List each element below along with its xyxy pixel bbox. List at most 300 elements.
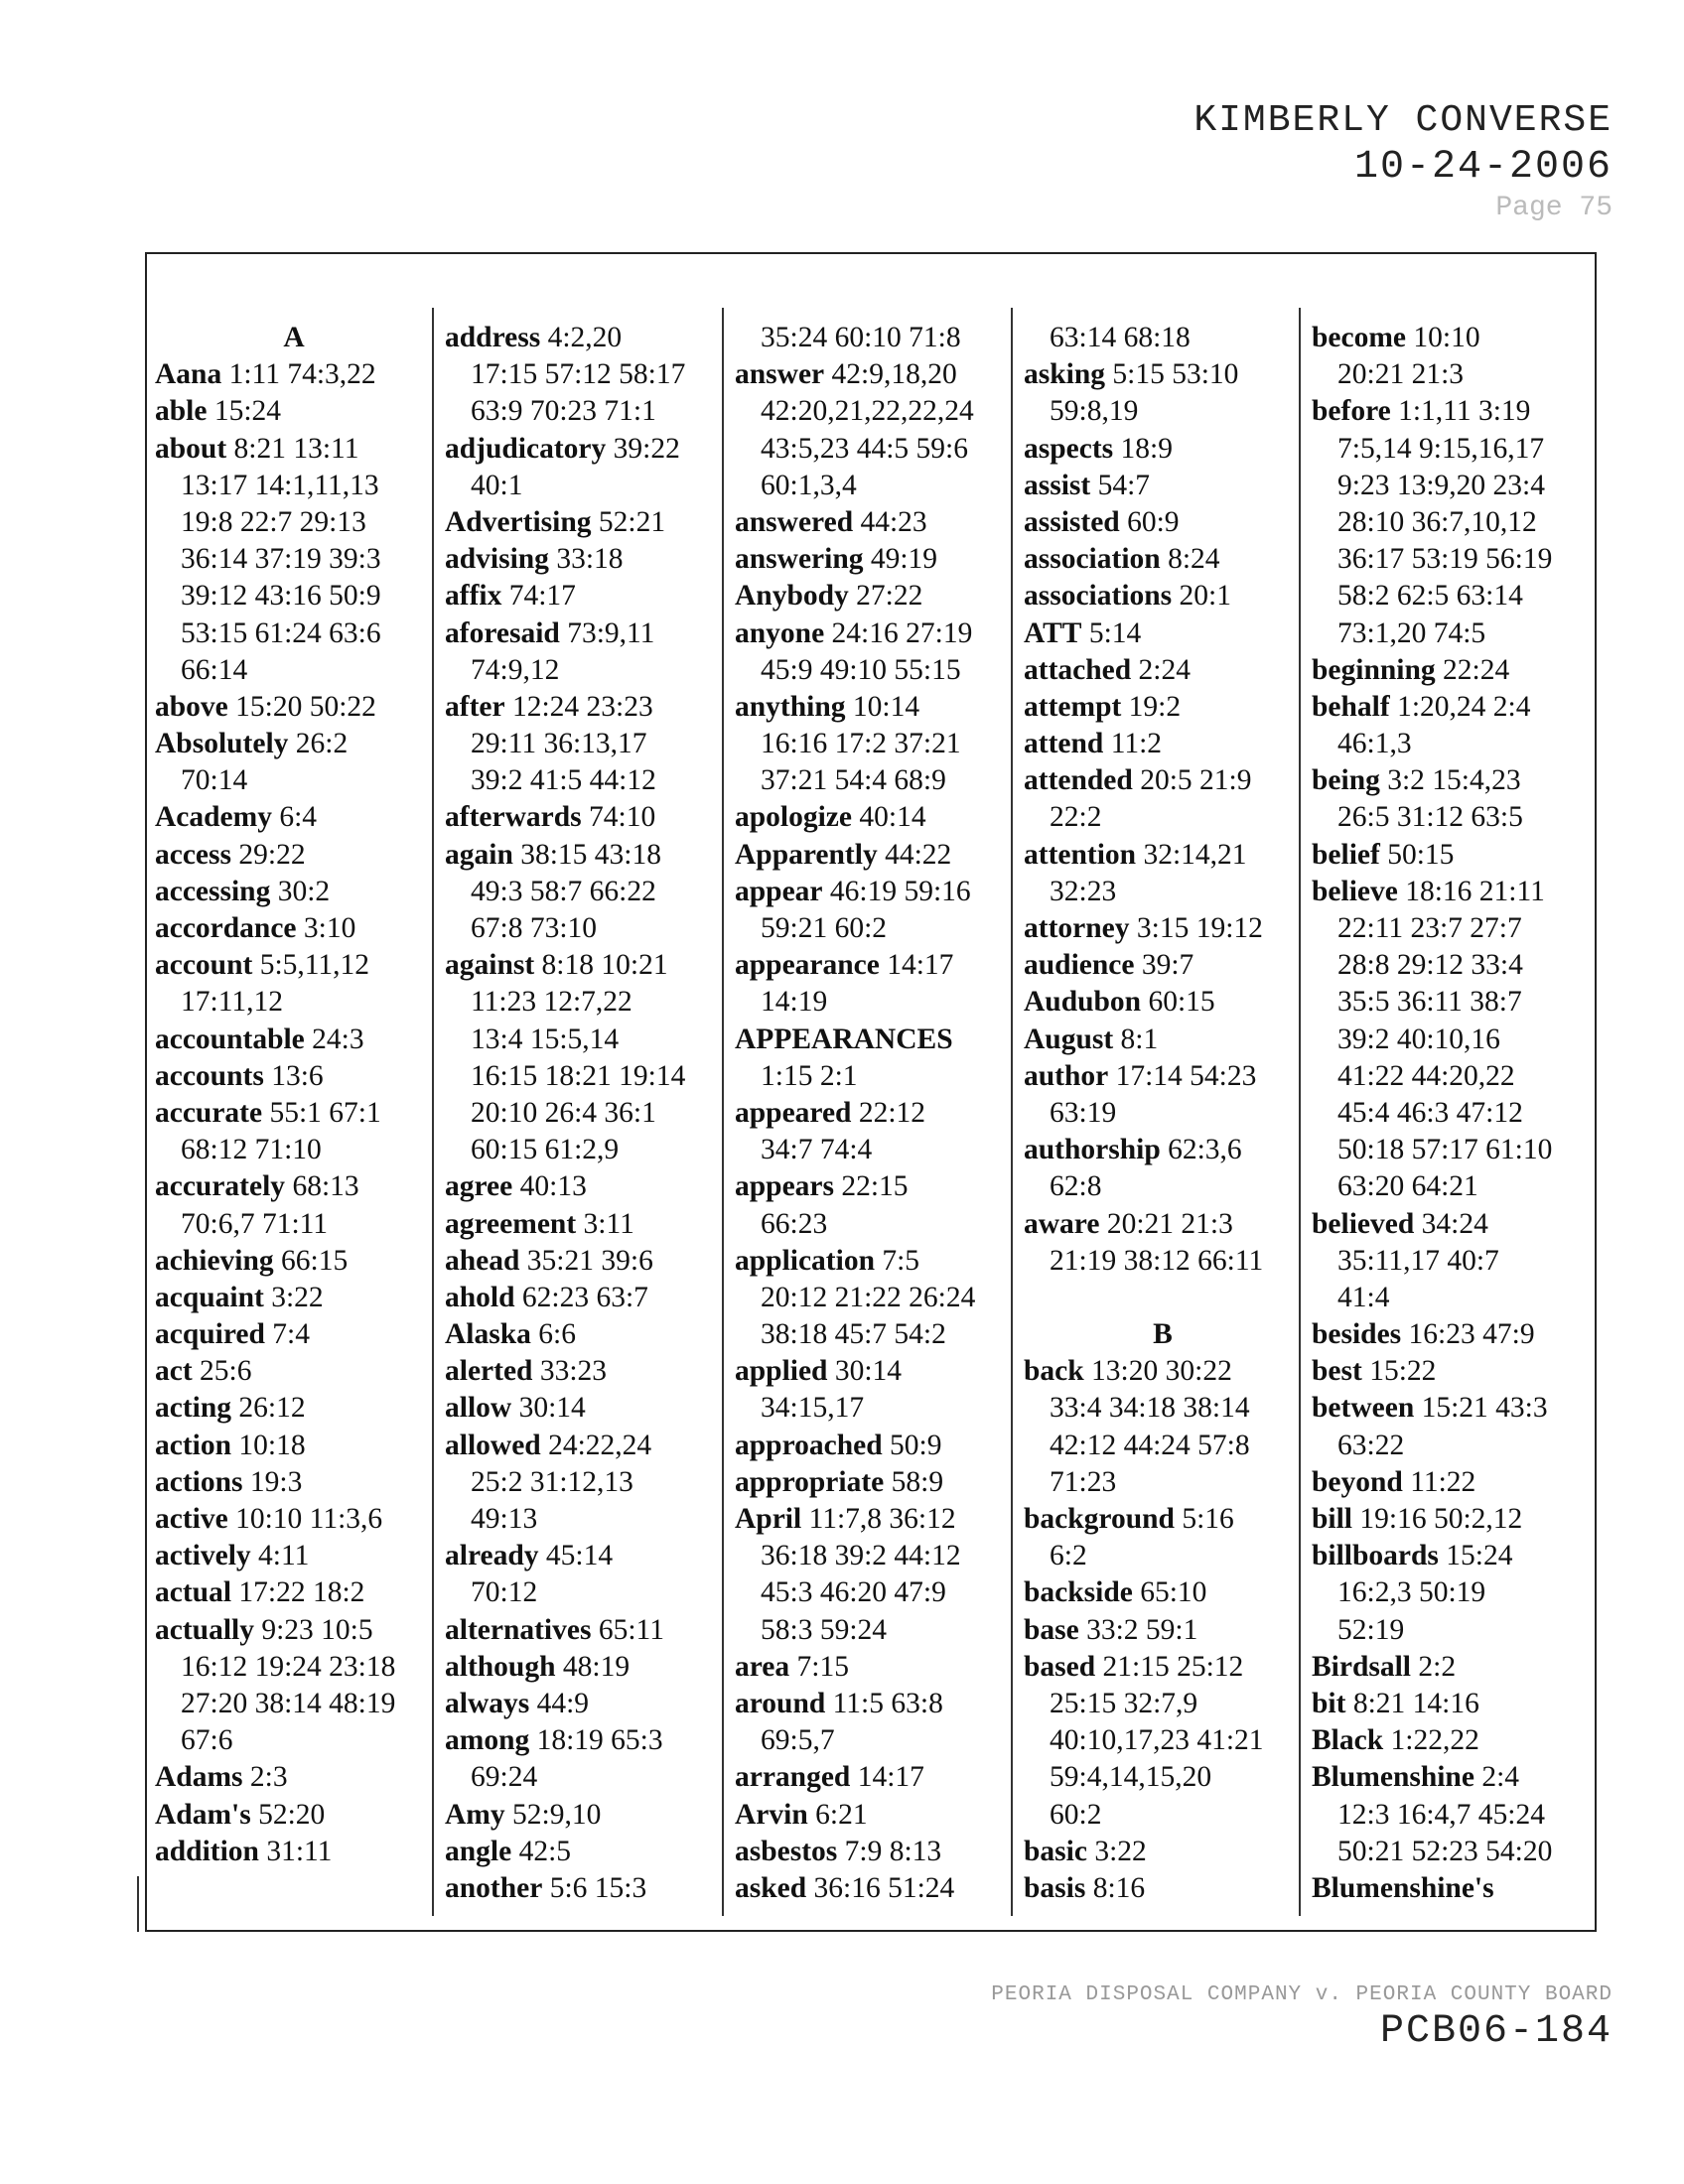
index-continuation: 22:2 <box>1050 801 1102 834</box>
index-continuation: 60:1,3,4 <box>761 469 857 501</box>
index-references: 40:13 <box>512 1170 587 1203</box>
index-references: 15:20 50:22 <box>227 690 376 723</box>
index-continuation: 16:15 18:21 19:14 <box>471 1059 686 1092</box>
index-references: 10:18 <box>231 1429 306 1461</box>
index-entry <box>1312 1759 1590 1796</box>
section-letter: B <box>1153 1318 1173 1351</box>
index-entry <box>445 541 723 578</box>
index-references: 18:19 65:3 <box>529 1724 663 1757</box>
index-continuation: 63:19 <box>1050 1096 1117 1129</box>
index-continuation: 63:9 70:23 71:1 <box>471 395 656 428</box>
index-continuation: 34:7 74:4 <box>761 1134 873 1166</box>
index-references: 17:22 18:2 <box>231 1576 365 1609</box>
index-column-5 <box>1312 320 1590 1907</box>
index-entry <box>1024 1132 1302 1168</box>
index-references: 5:15 53:10 <box>1105 358 1239 391</box>
index-term: between <box>1312 1392 1415 1425</box>
index-term: attempt <box>1024 690 1122 723</box>
index-term: asking <box>1024 358 1105 391</box>
index-references: 14:17 <box>850 1761 924 1794</box>
index-entry <box>735 1022 1013 1058</box>
index-entry <box>1024 431 1302 468</box>
index-entry <box>735 1501 1013 1538</box>
index-term: anyone <box>735 616 825 649</box>
blank-line <box>1024 1280 1302 1316</box>
index-entry <box>445 1538 723 1574</box>
index-term: become <box>1312 322 1407 353</box>
index-entry <box>445 1686 723 1722</box>
index-term: answering <box>735 543 864 576</box>
index-references: 4:11 <box>250 1540 310 1572</box>
index-continuation: 20:10 26:4 36:1 <box>471 1096 656 1129</box>
index-term: Adams <box>155 1761 243 1794</box>
index-references: 44:23 <box>853 505 927 538</box>
index-references: 6:4 <box>271 801 318 834</box>
index-entry <box>1024 726 1302 762</box>
index-continuation: 74:9,12 <box>471 653 560 686</box>
index-references: 6:21 <box>807 1798 868 1831</box>
index-continuation: 70:6,7 71:11 <box>181 1207 329 1240</box>
index-term: Blumenshine <box>1312 1761 1474 1794</box>
section-letter: A <box>283 322 305 353</box>
index-continuation: 50:21 52:23 54:20 <box>1337 1835 1553 1867</box>
index-continuation: 35:11,17 40:7 <box>1337 1244 1499 1277</box>
index-term: asked <box>735 1871 807 1904</box>
index-entry <box>1312 1353 1590 1390</box>
index-term: about <box>155 432 227 465</box>
index-continuation: 36:17 53:19 56:19 <box>1337 543 1553 576</box>
index-entry <box>445 320 723 356</box>
index-term: Amy <box>445 1798 505 1831</box>
index-continuation: 41:22 44:20,22 <box>1337 1059 1515 1092</box>
index-continuation: 37:21 54:4 68:9 <box>761 764 946 797</box>
index-term: aware <box>1024 1207 1100 1240</box>
index-references: 3:15 19:12 <box>1129 912 1263 944</box>
index-entry <box>1312 689 1590 726</box>
index-continuation: 16:12 19:24 23:18 <box>181 1650 396 1683</box>
index-references: 7:9 8:13 <box>837 1835 942 1867</box>
index-term: Aana <box>155 358 222 391</box>
index-term: accurate <box>155 1096 263 1129</box>
index-entry <box>735 1759 1013 1796</box>
index-references: 52:9,10 <box>504 1798 602 1831</box>
index-references: 40:14 <box>852 801 926 834</box>
index-entry <box>445 1428 723 1464</box>
index-term: acquired <box>155 1318 265 1351</box>
index-entry <box>445 1797 723 1834</box>
index-references: 5:16 <box>1174 1503 1234 1535</box>
index-references: 16:23 47:9 <box>1401 1318 1535 1351</box>
index-continuation: 60:15 61:2,9 <box>471 1134 620 1166</box>
index-references: 1:11 74:3,22 <box>221 358 376 391</box>
index-references: 74:10 <box>581 801 656 834</box>
index-entry <box>155 1168 433 1205</box>
index-term: Apparently <box>735 838 878 871</box>
index-entry <box>735 356 1013 393</box>
index-entry <box>735 541 1013 578</box>
index-continuation: 40:1 <box>471 469 523 501</box>
index-continuation: 58:3 59:24 <box>761 1613 888 1646</box>
index-term: acquaint <box>155 1281 264 1313</box>
index-continuation: 62:8 <box>1050 1170 1102 1203</box>
index-references: 22:12 <box>851 1096 926 1129</box>
index-continuation: 53:15 61:24 63:6 <box>181 616 381 649</box>
index-continuation: 36:14 37:19 39:3 <box>181 543 381 576</box>
index-entry <box>445 1243 723 1280</box>
index-term: able <box>155 395 208 428</box>
index-entry <box>1024 468 1302 504</box>
index-entry <box>445 1390 723 1427</box>
index-entry <box>445 1870 723 1907</box>
index-references: 35:21 39:6 <box>519 1244 653 1277</box>
index-references: 7:15 <box>789 1650 849 1683</box>
index-references: 30:2 <box>270 875 331 907</box>
index-references: 50:9 <box>882 1429 942 1461</box>
index-entry <box>1312 837 1590 874</box>
index-term: Blumenshine's <box>1312 1871 1494 1904</box>
index-term: attorney <box>1024 912 1130 944</box>
index-references: 44:22 <box>877 838 952 871</box>
index-entry <box>735 689 1013 726</box>
index-references: 2:3 <box>242 1761 288 1794</box>
index-entry <box>155 689 433 726</box>
index-references: 8:1 <box>1113 1023 1159 1055</box>
index-continuation: 33:4 34:18 38:14 <box>1050 1392 1250 1425</box>
index-term: believed <box>1312 1207 1415 1240</box>
index-entry <box>445 504 723 541</box>
index-continuation: 28:8 29:12 33:4 <box>1337 949 1523 982</box>
index-references: 31:11 <box>258 1835 333 1867</box>
index-entry <box>445 799 723 836</box>
index-column-3 <box>735 320 1013 1907</box>
index-references: 18:9 <box>1113 432 1173 465</box>
index-entry <box>445 1206 723 1243</box>
index-continuation: 63:22 <box>1337 1429 1405 1461</box>
index-entry <box>1312 874 1590 910</box>
index-references: 38:15 43:18 <box>512 838 662 871</box>
case-caption: PEORIA DISPOSAL COMPANY v. PEORIA COUNTY BOARD <box>991 1983 1613 2006</box>
index-references: 52:21 <box>591 505 666 538</box>
index-continuation: 68:12 71:10 <box>181 1134 322 1166</box>
index-entry <box>1312 762 1590 799</box>
index-references: 8:21 13:11 <box>226 432 359 465</box>
index-references: 19:3 <box>242 1465 303 1498</box>
index-references: 10:10 <box>1406 322 1480 353</box>
index-entry <box>735 615 1013 652</box>
index-entry <box>735 1834 1013 1870</box>
index-continuation: 11:23 12:7,22 <box>471 986 632 1019</box>
index-entry <box>1024 947 1302 984</box>
index-term: basic <box>1024 1835 1087 1867</box>
index-term: Anybody <box>735 580 849 613</box>
index-entry <box>445 837 723 874</box>
index-continuation: 69:5,7 <box>761 1724 835 1757</box>
index-entry <box>1312 1649 1590 1686</box>
index-references: 5:6 15:3 <box>542 1871 647 1904</box>
index-term: answer <box>735 358 825 391</box>
index-references: 15:22 <box>1361 1355 1437 1388</box>
index-term: advising <box>445 543 549 576</box>
index-references: 8:24 <box>1160 543 1220 576</box>
index-continuation: 42:20,21,22,22,24 <box>761 395 974 428</box>
index-references: 8:21 14:16 <box>1345 1687 1479 1719</box>
index-references: 1:1,11 3:19 <box>1390 395 1531 428</box>
index-entry <box>735 1797 1013 1834</box>
index-entry <box>1312 1501 1590 1538</box>
index-continuation: 41:4 <box>1337 1281 1390 1313</box>
index-entry <box>445 615 723 652</box>
index-references: 24:3 <box>304 1023 364 1055</box>
index-entry <box>155 1095 433 1132</box>
index-references: 11:2 <box>1103 728 1163 760</box>
index-continuation: 45:3 46:20 47:9 <box>761 1576 946 1609</box>
index-entry <box>445 1316 723 1353</box>
index-continuation: 60:2 <box>1050 1798 1102 1831</box>
index-column-2 <box>445 320 723 1907</box>
column-divider <box>432 308 434 1916</box>
index-entry <box>1024 356 1302 393</box>
index-term: asbestos <box>735 1835 838 1867</box>
index-term: above <box>155 690 228 723</box>
index-references: 20:1 <box>1172 580 1231 613</box>
index-term: actively <box>155 1540 251 1572</box>
index-term: aforesaid <box>445 616 560 649</box>
index-term: Birdsall <box>1312 1650 1411 1683</box>
index-entry <box>445 1353 723 1390</box>
index-term: behalf <box>1312 690 1390 723</box>
index-entry <box>1024 1574 1302 1611</box>
index-entry <box>155 726 433 762</box>
index-term: another <box>445 1871 543 1904</box>
index-references: 62:3,6 <box>1160 1134 1242 1166</box>
index-continuation: 36:18 39:2 44:12 <box>761 1540 961 1572</box>
index-entry <box>735 874 1013 910</box>
index-entry <box>155 1759 433 1796</box>
index-term: Audubon <box>1024 986 1142 1019</box>
index-term: basis <box>1024 1871 1086 1904</box>
index-term: angle <box>445 1835 512 1867</box>
index-references: 15:24 <box>207 395 282 428</box>
index-continuation: 7:5,14 9:15,16,17 <box>1337 432 1545 465</box>
index-entry <box>1024 837 1302 874</box>
index-term: addition <box>155 1835 259 1867</box>
index-references: 17:14 54:23 <box>1108 1059 1257 1092</box>
index-continuation: 59:4,14,15,20 <box>1050 1761 1212 1794</box>
index-entry <box>155 1058 433 1095</box>
index-term: application <box>735 1244 875 1277</box>
index-continuation: 9:23 13:9,20 23:4 <box>1337 469 1545 501</box>
index-entry <box>735 1428 1013 1464</box>
index-term: adjudicatory <box>445 432 607 465</box>
index-references: 7:5 <box>874 1244 920 1277</box>
margin-mark <box>137 1876 139 1932</box>
index-term: Academy <box>155 801 272 834</box>
index-references: 1:20,24 2:4 <box>1389 690 1531 723</box>
index-continuation: 43:5,23 44:5 59:6 <box>761 432 968 465</box>
index-term: Alaska <box>445 1318 531 1351</box>
index-term: allowed <box>445 1429 541 1461</box>
index-references: 22:15 <box>833 1170 909 1203</box>
index-continuation: 58:2 62:5 63:14 <box>1337 580 1523 613</box>
index-continuation: 69:24 <box>471 1761 538 1794</box>
index-references: 26:12 <box>231 1392 306 1425</box>
index-references: 65:10 <box>1132 1576 1207 1609</box>
index-entry <box>735 1464 1013 1501</box>
index-references: 50:15 <box>1379 838 1455 871</box>
index-continuation: 67:6 <box>181 1724 233 1757</box>
index-term: bill <box>1312 1503 1352 1535</box>
index-term: afterwards <box>445 801 582 834</box>
index-references: 2:24 <box>1131 653 1191 686</box>
index-continuation: 1:15 2:1 <box>761 1059 858 1092</box>
index-references: 60:9 <box>1119 505 1180 538</box>
index-references: 20:21 21:3 <box>1099 1207 1233 1240</box>
index-continuation: 70:14 <box>181 764 248 797</box>
index-entry <box>445 1168 723 1205</box>
index-references: 18:16 21:11 <box>1397 875 1545 907</box>
index-entry <box>1024 1501 1302 1538</box>
index-term: appearance <box>735 949 880 982</box>
index-references: 14:17 <box>879 949 954 982</box>
index-continuation: 16:16 17:2 37:21 <box>761 728 961 760</box>
index-column-1 <box>155 320 433 1870</box>
index-entry <box>1024 1612 1302 1649</box>
index-continuation: 21:19 38:12 66:11 <box>1050 1244 1264 1277</box>
index-entry <box>155 799 433 836</box>
index-continuation: 67:8 73:10 <box>471 912 598 944</box>
index-references: 44:9 <box>529 1687 590 1719</box>
index-term: bit <box>1312 1687 1346 1719</box>
index-entry <box>155 1243 433 1280</box>
index-references: 1:22,22 <box>1383 1724 1479 1757</box>
index-term: appropriate <box>735 1465 885 1498</box>
index-term: anything <box>735 690 846 723</box>
index-references: 55:1 67:1 <box>262 1096 381 1129</box>
index-references: 13:6 <box>263 1059 324 1092</box>
index-entry <box>1312 1870 1590 1907</box>
index-entry <box>735 1686 1013 1722</box>
index-entry <box>1312 1686 1590 1722</box>
index-term: author <box>1024 1059 1109 1092</box>
index-references: 74:17 <box>501 580 576 613</box>
index-continuation: 49:3 58:7 66:22 <box>471 875 656 907</box>
index-term: accessing <box>155 875 271 907</box>
index-entry <box>445 689 723 726</box>
index-references: 2:4 <box>1474 1761 1520 1794</box>
index-entry <box>1312 1464 1590 1501</box>
index-entry <box>155 1390 433 1427</box>
index-term: assist <box>1024 469 1091 501</box>
index-term: Absolutely <box>155 728 289 760</box>
index-continuation: 39:12 43:16 50:9 <box>181 580 381 613</box>
index-entry <box>1024 1058 1302 1095</box>
index-entry <box>1312 1390 1590 1427</box>
index-term: assisted <box>1024 505 1120 538</box>
index-continuation: 16:2,3 50:19 <box>1337 1576 1486 1609</box>
index-term: association <box>1024 543 1161 576</box>
index-references: 42:9,18,20 <box>824 358 957 391</box>
index-term: acting <box>155 1392 232 1425</box>
index-term: based <box>1024 1650 1096 1683</box>
index-term: approached <box>735 1429 883 1461</box>
index-entry <box>155 1834 433 1870</box>
index-continuation: 17:15 57:12 58:17 <box>471 358 686 391</box>
index-entry <box>155 1316 433 1353</box>
index-entry <box>735 1095 1013 1132</box>
index-references: 36:16 51:24 <box>806 1871 955 1904</box>
index-term: April <box>735 1503 802 1535</box>
index-references: 5:5,11,12 <box>252 949 370 982</box>
index-entry <box>1024 615 1302 652</box>
index-references: 45:14 <box>538 1540 614 1572</box>
index-term: besides <box>1312 1318 1402 1351</box>
index-term: again <box>445 838 513 871</box>
index-term: beginning <box>1312 653 1436 686</box>
index-continuation: 52:19 <box>1337 1613 1405 1646</box>
index-term: before <box>1312 395 1391 428</box>
case-number: PCB06-184 <box>1379 2009 1613 2054</box>
index-references: 46:19 59:16 <box>822 875 971 907</box>
index-entry <box>155 1464 433 1501</box>
index-term: August <box>1024 1023 1114 1055</box>
index-references: 15:24 <box>1438 1540 1513 1572</box>
index-references: 21:15 25:12 <box>1095 1650 1244 1683</box>
index-term: back <box>1024 1355 1084 1388</box>
index-entry <box>155 1797 433 1834</box>
index-entry <box>735 1353 1013 1390</box>
column-divider <box>1011 308 1013 1916</box>
index-term: actions <box>155 1465 243 1498</box>
index-continuation: 25:15 32:7,9 <box>1050 1687 1198 1719</box>
index-references: 11:5 63:8 <box>825 1687 943 1719</box>
index-term: background <box>1024 1503 1175 1535</box>
index-term: although <box>445 1650 556 1683</box>
index-term: attention <box>1024 838 1137 871</box>
index-references: 11:7,8 36:12 <box>801 1503 956 1535</box>
index-entry <box>1024 762 1302 799</box>
index-references: 8:16 <box>1085 1871 1146 1904</box>
index-references: 25:6 <box>192 1355 252 1388</box>
index-continuation: 39:2 40:10,16 <box>1337 1023 1500 1055</box>
index-references: 22:24 <box>1435 653 1510 686</box>
index-term: being <box>1312 764 1380 797</box>
index-continuation: 34:15,17 <box>761 1392 865 1425</box>
index-term: Black <box>1312 1724 1384 1757</box>
index-entry <box>155 431 433 468</box>
index-continuation: 40:10,17,23 41:21 <box>1050 1724 1264 1757</box>
index-references: 42:5 <box>511 1835 572 1867</box>
index-term: ATT <box>1024 616 1082 649</box>
index-term: associations <box>1024 580 1173 613</box>
index-references: 60:15 <box>1141 986 1215 1019</box>
index-continuation: 26:5 31:12 63:5 <box>1337 801 1523 834</box>
index-continuation: 45:4 46:3 47:12 <box>1337 1096 1523 1129</box>
index-continuation: 35:24 60:10 71:8 <box>761 322 961 353</box>
index-references: 10:14 <box>845 690 920 723</box>
index-term: allow <box>445 1392 512 1425</box>
index-entry <box>155 393 433 430</box>
index-term: after <box>445 690 505 723</box>
index-references: 3:22 <box>1086 1835 1147 1867</box>
index-entry <box>735 799 1013 836</box>
index-references: 66:15 <box>273 1244 349 1277</box>
index-references: 3:11 <box>576 1207 634 1240</box>
index-entry <box>1024 541 1302 578</box>
index-references: 24:16 27:19 <box>824 616 973 649</box>
index-term: agreement <box>445 1207 577 1240</box>
index-term: already <box>445 1540 539 1572</box>
index-references: 52:20 <box>250 1798 326 1831</box>
